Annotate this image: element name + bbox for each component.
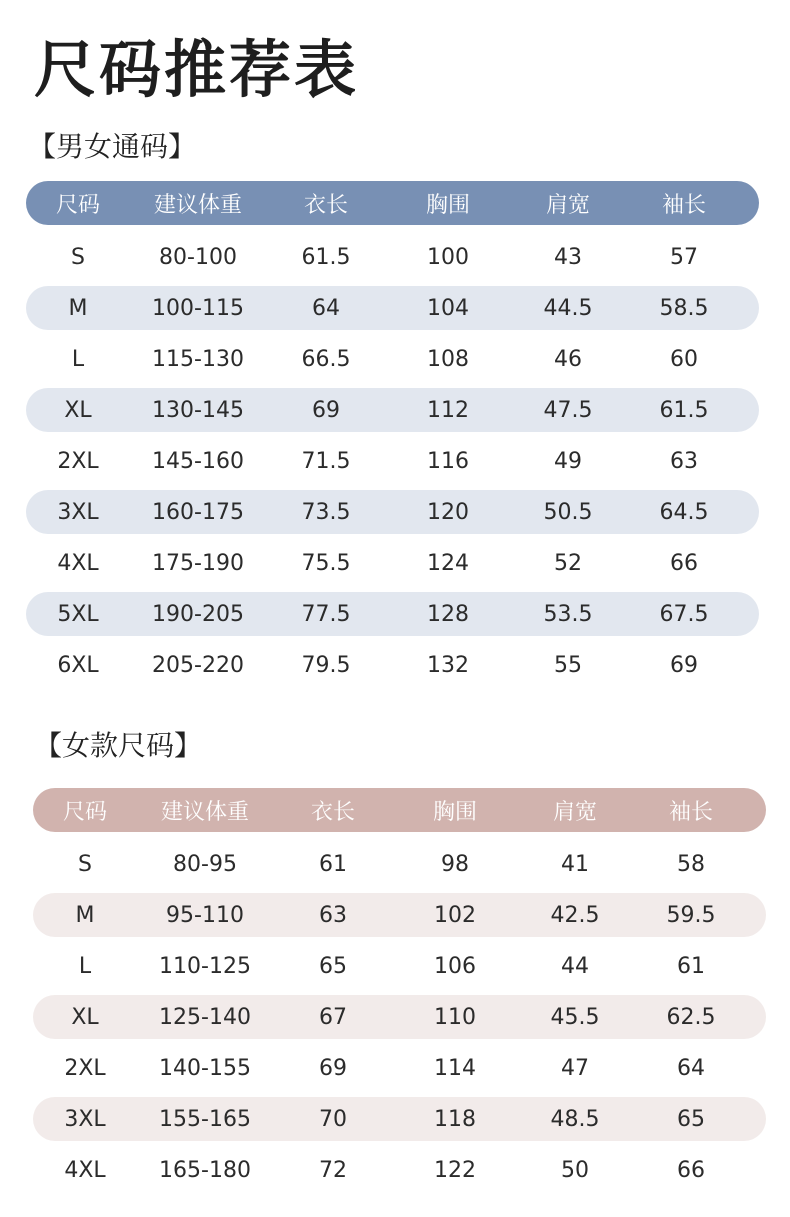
value-cell: 61 <box>319 852 347 877</box>
value-cell: 140-155 <box>159 1056 251 1081</box>
header-cell: 胸围 <box>432 799 477 825</box>
table-row <box>26 436 759 487</box>
value-cell: 64 <box>312 295 340 321</box>
table-row <box>26 592 759 636</box>
section-title-women: 【女款尺码】 <box>34 729 203 762</box>
value-cell: 100 <box>427 245 469 270</box>
size-cell: XL <box>64 397 92 423</box>
size-cell: S <box>71 245 85 270</box>
size-table-unisex <box>26 181 759 691</box>
value-cell: 59.5 <box>666 902 716 928</box>
value-cell: 69 <box>319 1056 347 1081</box>
page-title: 尺码推荐表 <box>34 33 360 106</box>
value-cell: 75.5 <box>301 551 351 576</box>
value-cell: 155-165 <box>159 1106 251 1132</box>
value-cell: 49 <box>554 449 582 474</box>
value-cell: 128 <box>427 601 469 627</box>
size-cell: 3XL <box>64 1106 106 1132</box>
value-cell: 160-175 <box>152 499 244 525</box>
value-cell: 61.5 <box>659 397 709 423</box>
value-cell: 125-140 <box>159 1004 251 1030</box>
value-cell: 100-115 <box>152 295 244 321</box>
value-cell: 64.5 <box>659 499 709 525</box>
value-cell: 115-130 <box>152 347 244 372</box>
value-cell: 67.5 <box>659 601 709 627</box>
size-cell: 2XL <box>57 449 99 474</box>
value-cell: 71.5 <box>301 449 351 474</box>
table-row <box>33 1043 766 1094</box>
value-cell: 58.5 <box>659 295 709 321</box>
size-cell: M <box>75 902 95 928</box>
table-header-row <box>26 181 759 225</box>
size-cell: L <box>78 954 92 979</box>
value-cell: 53.5 <box>543 601 593 627</box>
value-cell: 42.5 <box>550 902 600 928</box>
value-cell: 63 <box>319 902 347 928</box>
size-cell: 4XL <box>57 551 99 576</box>
table-row <box>26 232 759 283</box>
value-cell: 58 <box>677 852 705 877</box>
header-cell: 袖长 <box>661 192 706 218</box>
value-cell: 98 <box>441 852 469 877</box>
table-row <box>26 334 759 385</box>
size-cell: 6XL <box>57 653 99 678</box>
value-cell: 43 <box>554 245 582 270</box>
value-cell: 46 <box>554 347 582 372</box>
value-cell: 145-160 <box>152 449 244 474</box>
value-cell: 52 <box>554 551 582 576</box>
value-cell: 175-190 <box>152 551 244 576</box>
value-cell: 62.5 <box>666 1004 716 1030</box>
value-cell: 65 <box>677 1106 705 1132</box>
value-cell: 112 <box>427 397 469 423</box>
table-row <box>33 1145 766 1196</box>
table-row <box>26 286 759 330</box>
value-cell: 80-100 <box>159 245 237 270</box>
header-cell: 肩宽 <box>545 192 590 218</box>
value-cell: 41 <box>561 852 589 877</box>
value-cell: 69 <box>670 653 698 678</box>
value-cell: 124 <box>427 551 469 576</box>
header-cell: 肩宽 <box>552 799 597 825</box>
table-row <box>26 538 759 589</box>
value-cell: 66.5 <box>301 347 351 372</box>
header-cell: 建议体重 <box>160 799 249 825</box>
value-cell: 165-180 <box>159 1158 251 1183</box>
value-cell: 50 <box>561 1158 589 1183</box>
value-cell: 50.5 <box>543 499 593 525</box>
value-cell: 48.5 <box>550 1106 600 1132</box>
value-cell: 63 <box>670 449 698 474</box>
value-cell: 102 <box>434 902 476 928</box>
value-cell: 79.5 <box>301 653 351 678</box>
value-cell: 72 <box>319 1158 347 1183</box>
value-cell: 95-110 <box>166 902 244 928</box>
value-cell: 205-220 <box>152 653 244 678</box>
value-cell: 67 <box>319 1004 347 1030</box>
value-cell: 118 <box>434 1106 476 1132</box>
header-cell: 尺码 <box>62 799 107 825</box>
size-cell: 4XL <box>64 1158 106 1183</box>
table-row <box>26 490 759 534</box>
size-cell: XL <box>71 1004 99 1030</box>
value-cell: 130-145 <box>152 397 244 423</box>
value-cell: 44 <box>561 954 589 979</box>
value-cell: 110 <box>434 1004 476 1030</box>
value-cell: 47.5 <box>543 397 593 423</box>
value-cell: 64 <box>677 1056 705 1081</box>
header-cell: 袖长 <box>668 799 713 825</box>
header-cell: 衣长 <box>303 192 348 218</box>
size-cell: 3XL <box>57 499 99 525</box>
table-header-row <box>33 788 766 832</box>
value-cell: 70 <box>319 1106 347 1132</box>
table-row <box>33 995 766 1039</box>
size-cell: S <box>78 852 92 877</box>
value-cell: 106 <box>434 954 476 979</box>
value-cell: 60 <box>670 347 698 372</box>
value-cell: 77.5 <box>301 601 351 627</box>
size-table-women <box>33 788 766 1196</box>
header-cell: 胸围 <box>425 192 470 218</box>
table-row <box>26 388 759 432</box>
table-row <box>26 640 759 691</box>
value-cell: 104 <box>427 295 469 321</box>
table-row <box>33 941 766 992</box>
header-cell: 建议体重 <box>153 192 242 218</box>
section-title-unisex: 【男女通码】 <box>28 130 197 163</box>
header-cell: 衣长 <box>310 799 355 825</box>
value-cell: 132 <box>427 653 469 678</box>
value-cell: 190-205 <box>152 601 244 627</box>
value-cell: 120 <box>427 499 469 525</box>
table-row <box>33 893 766 937</box>
value-cell: 69 <box>312 397 340 423</box>
size-cell: L <box>71 347 85 372</box>
value-cell: 122 <box>434 1158 476 1183</box>
table-row <box>33 839 766 890</box>
value-cell: 108 <box>427 347 469 372</box>
size-cell: 2XL <box>64 1056 106 1081</box>
value-cell: 61.5 <box>301 245 351 270</box>
value-cell: 55 <box>554 653 582 678</box>
value-cell: 57 <box>670 245 698 270</box>
value-cell: 73.5 <box>301 499 351 525</box>
value-cell: 45.5 <box>550 1004 600 1030</box>
value-cell: 110-125 <box>159 954 251 979</box>
value-cell: 47 <box>561 1056 589 1081</box>
header-cell: 尺码 <box>55 192 100 218</box>
value-cell: 65 <box>319 954 347 979</box>
table-row <box>33 1097 766 1141</box>
value-cell: 66 <box>670 551 698 576</box>
size-cell: 5XL <box>57 601 99 627</box>
size-cell: M <box>68 295 88 321</box>
value-cell: 44.5 <box>543 295 593 321</box>
value-cell: 114 <box>434 1056 476 1081</box>
value-cell: 61 <box>677 954 705 979</box>
value-cell: 116 <box>427 449 469 474</box>
value-cell: 66 <box>677 1158 705 1183</box>
value-cell: 80-95 <box>173 852 237 877</box>
